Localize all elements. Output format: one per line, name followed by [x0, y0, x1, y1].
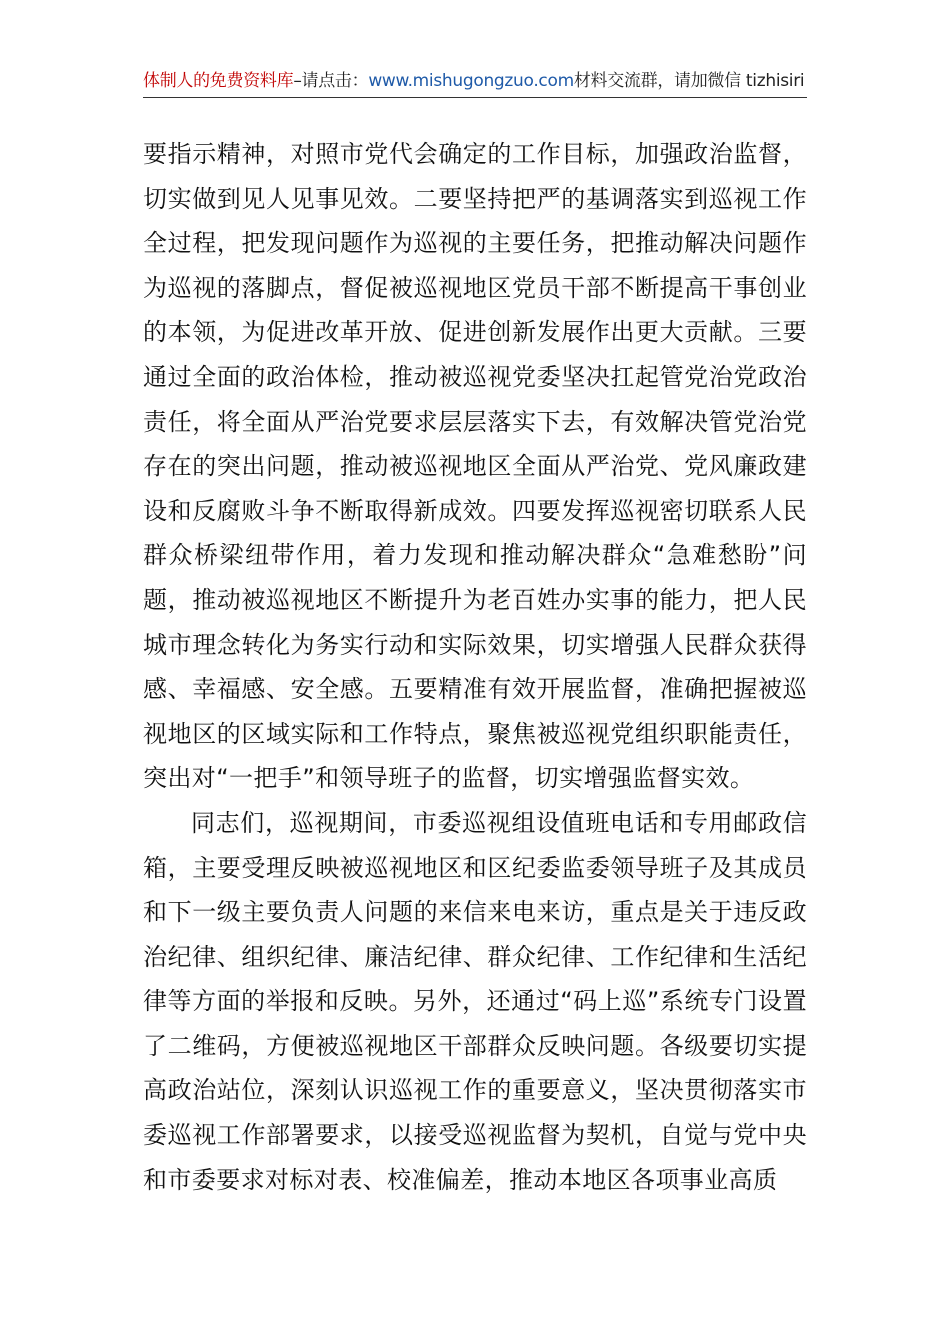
header-contact-text: 材料交流群，请加微信 tizhisiri	[573, 71, 805, 91]
paragraph: 同志们，巡视期间，市委巡视组设值班电话和专用邮政信箱，主要受理反映被巡视地区和区纪委监委领导班子及其成员和下一级主要负责人问题的来信来电来访，重点是关于违反政治纪律、组织纪律、廉洁纪律、群众纪律、工作纪律和生活纪律等方面的举报和反映。另外，还通过“码上巡”系统专门设置了二维码，方便被巡视地区干部群众反映问题。各级要切实提高政治站位，深刻认识巡视工作的重要意义，坚决贯彻落实市委巡视工作部署要求，以接受巡视监督为契机，自觉与党中央和市委要求对标对表、校准偏差，推动本地区各项事业高质	[143, 808, 807, 1194]
document-body	[143, 132, 807, 1202]
page-header	[143, 66, 807, 96]
header-site-link[interactable]: www.mishugongzuo.com	[368, 71, 574, 91]
header-brand-text: 体制人的免费资料库	[143, 71, 294, 91]
paragraph: 要指示精神，对照市党代会确定的工作目标，加强政治监督，切实做到见人见事见效。二要坚持把严的基调落实到巡视工作全过程，把发现问题作为巡视的主要任务，把推动解决问题作为巡视的落脚点，督促被巡视地区党员干部不断提高干事创业的本领，为促进改革开放、促进创新发展作出更大贡献。三要通过全面的政治体检，推动被巡视党委坚决扛起管党治党政治责任，将全面从严治党要求层层落实下去，有效解决管党治党存在的突出问题，推动被巡视地区全面从严治党、党风廉政建设和反腐败斗争不断取得新成效。四要发挥巡视密切联系人民群众桥梁纽带作用，着力发现和推动解决群众“急难愁盼”问题，推动被巡视地区不断提升为老百姓办实事的能力，把人民城市理念转化为务实行动和实际效果，切实增强人民群众获得感、幸福感、安全感。五要精准有效开展监督，准确把握被巡视地区的区域实际和工作特点，聚焦被巡视党组织职能责任，突出对“一把手”和领导班子的监督，切实增强监督实效。	[143, 140, 807, 793]
header-divider	[143, 97, 807, 98]
header-prompt-text: –请点击：	[293, 71, 369, 91]
